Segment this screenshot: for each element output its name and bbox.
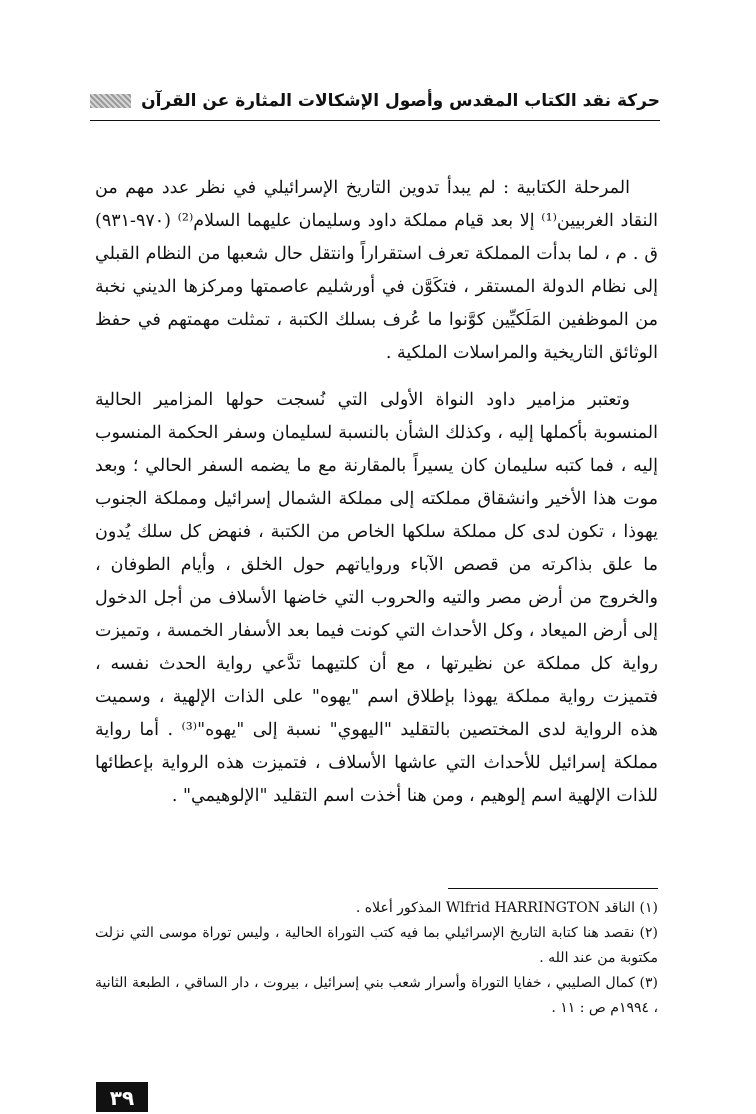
footnotes <box>95 896 658 1021</box>
running-title: حركة نقد الكتاب المقدس وأصول الإشكالات المثارة عن القرآن <box>141 91 660 111</box>
footnote-3: (٣) كمال الصليبي ، خفايا التوراة وأسرار شعب بني إسرائيل ، بيروت ، دار الساقي ، الطبعة الثانية ، ١٩٩٤م ص : ١١ . <box>95 975 658 1016</box>
paragraph-psalms: وتعتبر مزامير داود النواة الأولى التي نُسجت حولها المزامير الحالية المنسوبة بأكملها إليه ، وكذلك الشأن بالنسبة لسليمان وسفر الحكمة المنسوب إليه ، فما كتبه سليمان كان يسيراً بالمقارنة مع ما يضمه السفر الحالي ؛ وبعد موت هذا الأخير وانشقاق مملكته إلى مملكة الشمال إسرائيل ومملكة الجنوب يهوذا ، تكون لدى كل مملكة سلكها الخاص من الكتبة ، فنهض كل سلك يُدون ما علق بذاكرته من قصص الآباء ورواياتهم حول الخلق ، وأيام الطوفان ، والخروج من أرض مصر والتيه والحروب التي خاضها الأسلاف من أجل الدخول إلى أرض الميعاد ، وكل الأحداث التي كونت فيما بعد الأسفار الخمسة ، وتميزت رواية كل مملكة عن نظيرتها ، مع أن كلتيهما تدَّعي رواية الحدث نفسه ، فتميزت رواية مملكة يهوذا بإطلاق اسم "يهوه" على الذات الإلهية ، وسميت هذه الرواية لدى المختصين بالتقليد "اليهوي" نسبة إلى "يهوه"⁽³⁾ . أما رواية مملكة إسرائيل للأحداث التي عاشها الأسلاف ، فتميزت هذه الرواية بإعطائها للذات الإلهية اسم إلوهيم ، ومن هنا أخذت اسم التقليد "الإلوهيمي" . <box>95 390 658 806</box>
header-pattern-bar <box>90 94 131 108</box>
footnote-1: (١) الناقد Wlfrid HARRINGTON المذكور أعلاه . <box>355 900 658 916</box>
running-header <box>90 86 660 116</box>
paragraph-written-stage: المرحلة الكتابية : لم يبدأ تدوين التاريخ الإسرائيلي في نظر عدد مهم من النقاد الغربيين⁽¹⁾ إلا بعد قيام مملكة داود وسليمان عليهما السلام⁽²⁾ (٩٧٠-٩٣١) ق . م ، لما بدأت المملكة تعرف استقراراً وانتقل حال شعبها من النظام القبلي إلى نظام الدولة المستقر ، فتكَوَّن في أورشليم عاصمتها ومركزها الديني نخبة من الموظفين المَلَكيِّين كوَّنوا ما عُرف بسلك الكتبة ، تمثلت مهمتهم في حفظ الوثائق التاريخية والمراسلات الملكية . <box>95 178 659 363</box>
footnote-separator <box>448 888 658 889</box>
footnote-2: (٢) نقصد هنا كتابة التاريخ الإسرائيلي بما فيه كتب التوراة الحالية ، وليس توراة موسى التي نزلت مكتوبة من عند الله . <box>95 925 658 966</box>
main-text <box>95 172 658 813</box>
header-rule <box>90 120 660 121</box>
page-number: ٣٩ <box>96 1082 148 1112</box>
